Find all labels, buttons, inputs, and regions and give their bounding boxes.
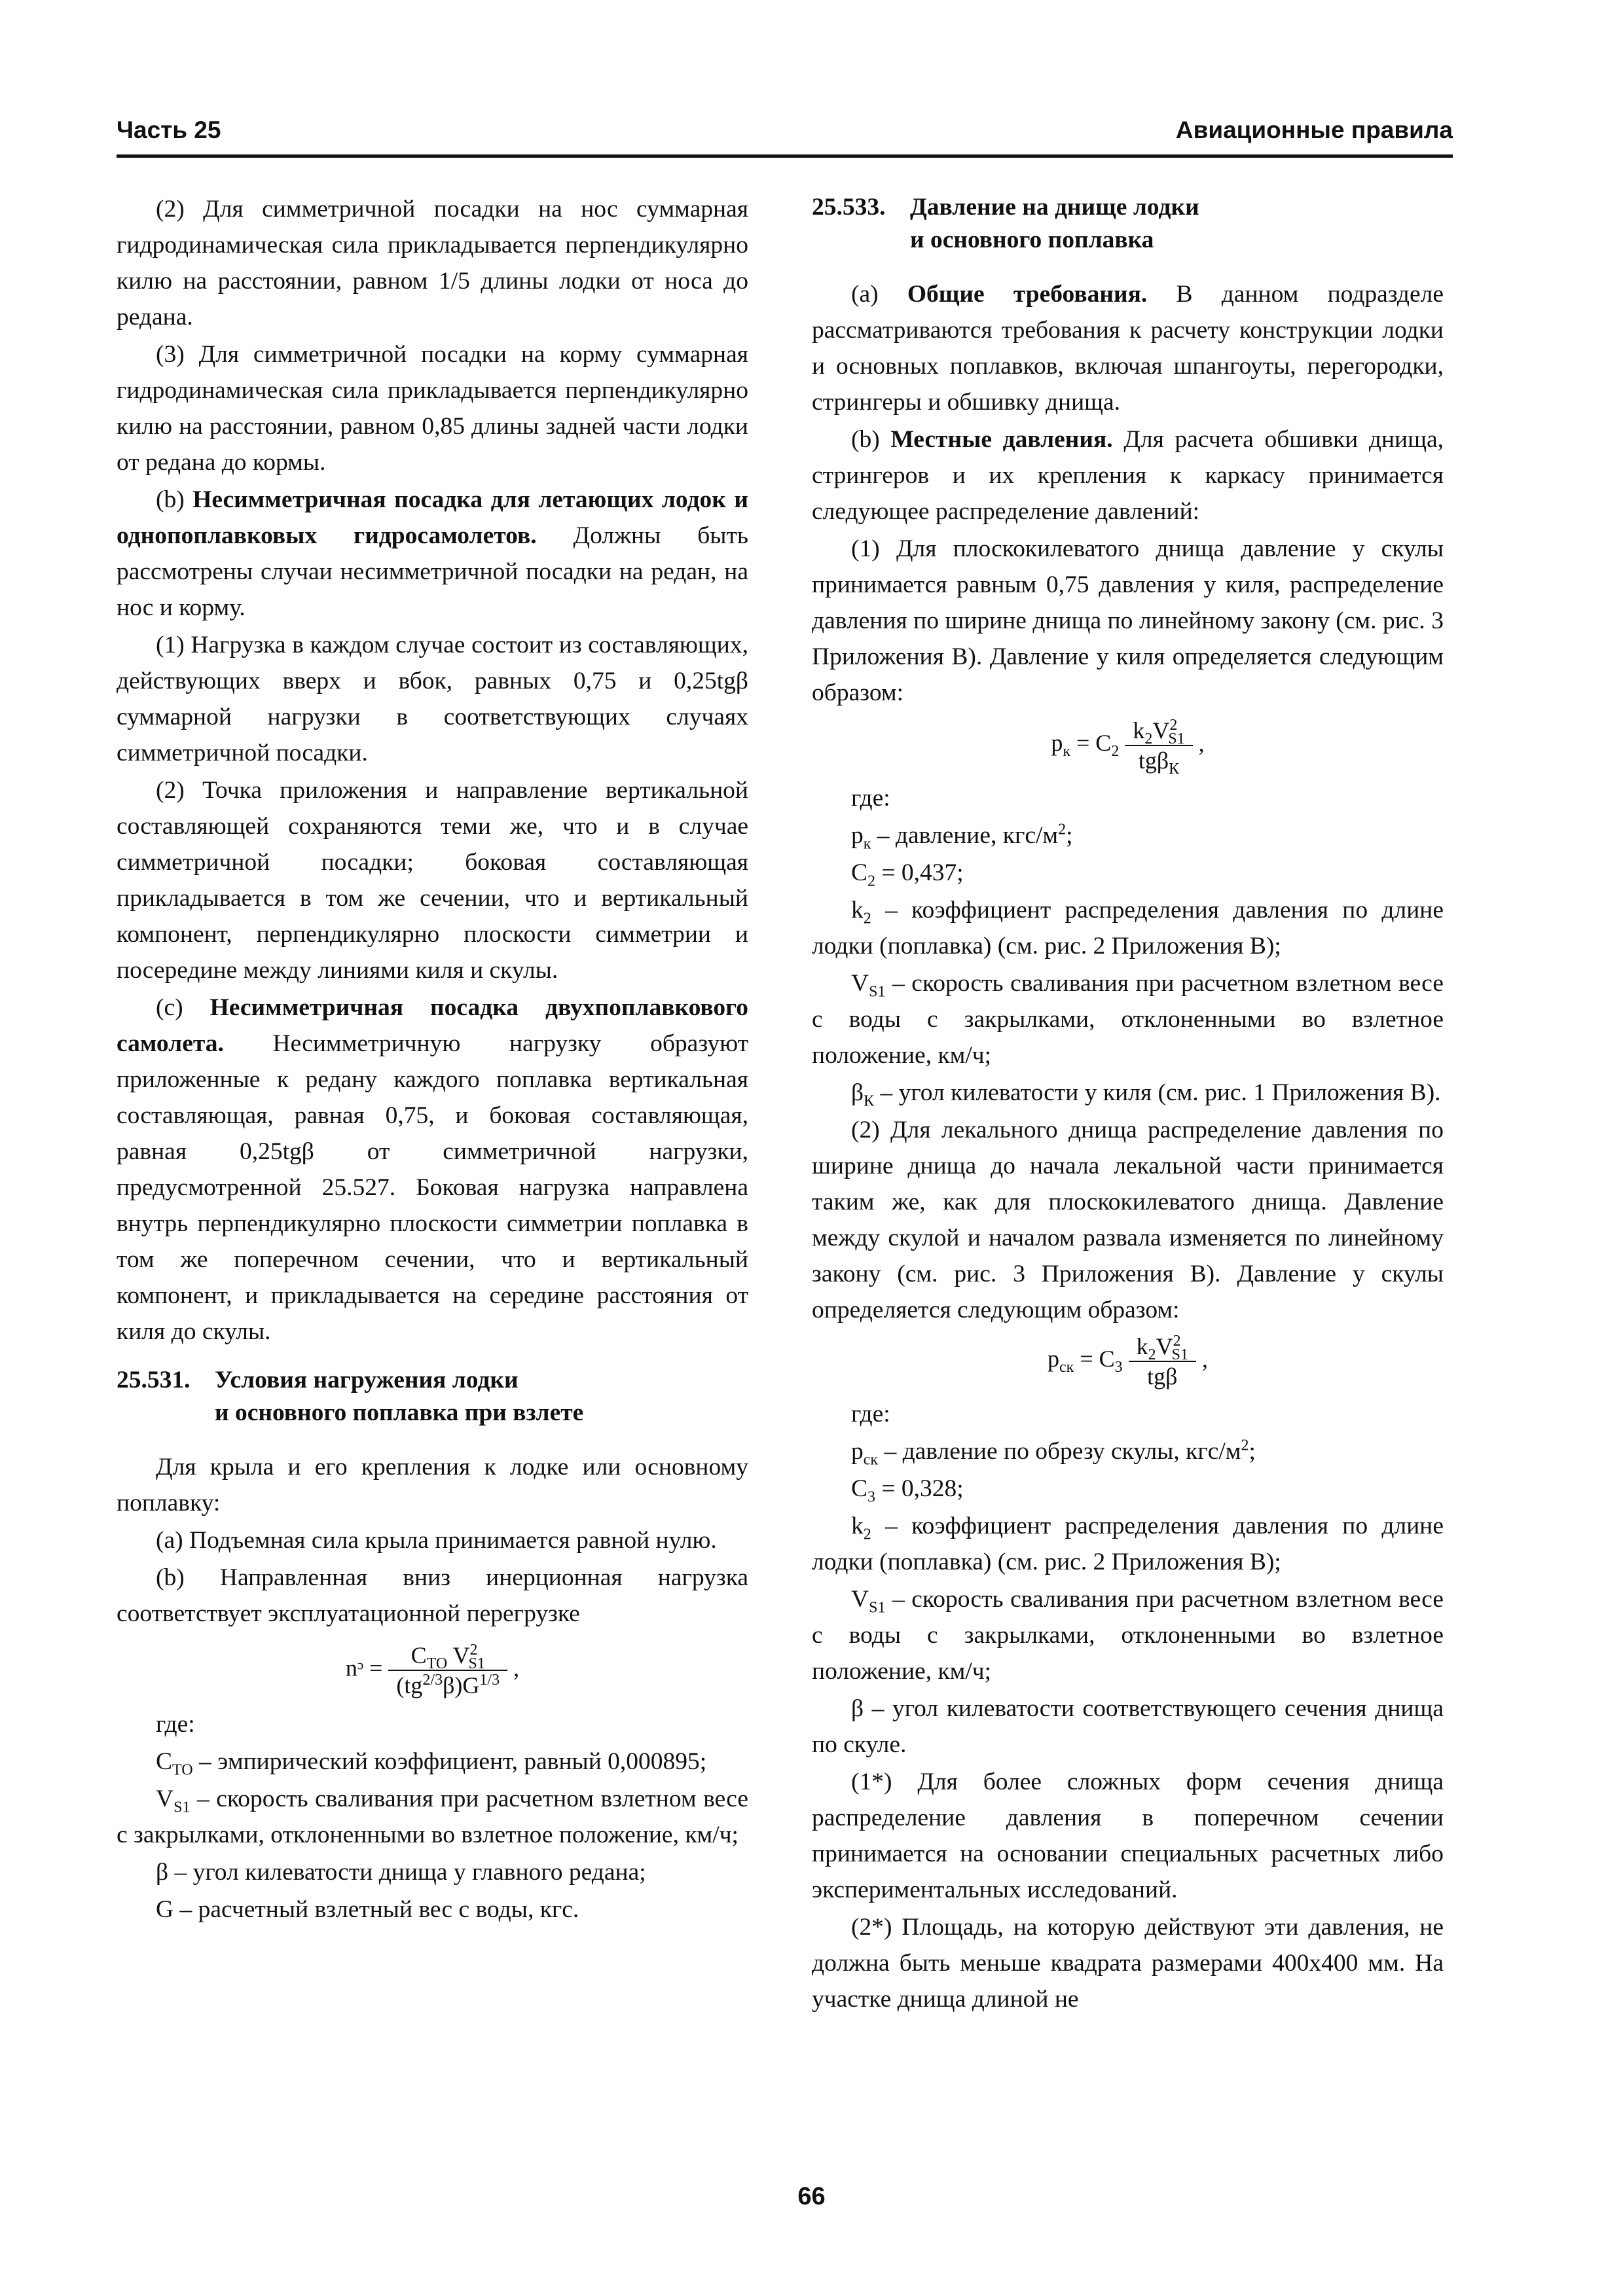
formula-denominator: $(tg^{2/3}\beta)G^{1/3}$ (396, 1672, 500, 1698)
paragraph: (a) Подъемная сила крыла принимается равной нулю. (156, 1527, 717, 1554)
running-header (117, 111, 1453, 154)
paragraph: (1*) Для более сложных форм сечения днища распределение давления в поперечном сечении принимается на основании специальных расчетных либо экспериментальных исследований. (812, 1768, 1444, 1903)
definition: $k_2$ – коэффициент распределения давления по длине лодки (поплавка) (см. рис. 2 Приложения В); (812, 1513, 1444, 1575)
clause-title: Местные давления. (890, 426, 1113, 453)
page-number: 66 (797, 2183, 826, 2210)
where-label: где: (851, 785, 890, 812)
paragraph: Для крыла и его крепления к лодке или основному поплавку: (117, 1454, 748, 1516)
formula-denominator: tgβ$_К$ (1138, 747, 1180, 778)
definition: $C_{TO}$ – эмпирический коэффициент, равный 0,000895; (156, 1748, 707, 1779)
formula-denominator: tgβ (1147, 1363, 1178, 1390)
where-label: где: (851, 1401, 890, 1427)
paragraph: (a) Общие требования. В данном подразделе рассматриваются требования к расчету конструкции лодки и основных поплавков, включая шпангоуты, перегородки, стрингеры и обшивку днища. (812, 281, 1444, 416)
section-heading-25-531: 25.531. Условия нагружения лодки и основного поплавка при взлете (117, 1367, 584, 1426)
section-heading-25-533: 25.533. Давление на днище лодки и основного поплавка (812, 194, 1199, 253)
formula-numerator: $C_{TO}$ $V^2_{S1}$ (388, 1641, 507, 1671)
where-label: где: (156, 1711, 195, 1738)
formula-lhs: nᵓ = (345, 1655, 383, 1681)
definition: G – расчетный взлетный вес с воды, кгс. (156, 1896, 579, 1923)
paragraph: (3) Для симметричной посадки на корму суммарная гидродинамическая сила прикладывается перпендикулярно килю на расстоянии, равном 0,85 длины задней части лодки от редана до кормы. (117, 341, 748, 476)
definition: $\beta_К$ – угол килеватости у киля (см. рис. 1 Приложения В). (851, 1079, 1441, 1110)
formula-keel-pressure: $p_к = C_2$ $\frac{k_2V^2_{S1}}{tg\beta_К}$ , (1051, 717, 1205, 778)
paragraph: (c) Несимметричная посадка двухпоплавкового самолета. Несимметричную нагрузку образуют приложенные к редану каждого поплавка вертикальная составляющая, равная 0,75, и боковая составляющая, равная 0,25tgβ от симметричной нагрузки, предусмотренной 25.527. Боковая нагрузка направлена внутрь перпендикулярно плоскости симметрии поплавка в том же поперечном сечении, что и вертикальный компонент, и прикладывается на середине расстояния от киля до скулы. (117, 994, 748, 1345)
header-part: Часть 25 (117, 117, 221, 143)
formula-numerator: $k_2V^2_{S1}$ (1129, 1332, 1196, 1362)
formula-chine-pressure: $p_{ск} = C_3$ $\frac{k_2V^2_{S1}}{\text{tgβ}}$ , (1048, 1333, 1208, 1390)
paragraph: (1) Нагрузка в каждом случае состоит из составляющих, действующих вверх и вбок, равных 0,75 и 0,25tgβ суммарной нагрузки в соответствующих случаях симметричной посадки. (117, 632, 748, 766)
paragraph: (b) Местные давления. Для расчета обшивки днища, стрингеров и их крепления к каркасу принимается следующее распределение давлений: (812, 426, 1444, 525)
definition: $p_к$ – давление, кгс/$м^2$; (851, 821, 1073, 853)
definition: $C_3 = 0,328$; (851, 1475, 964, 1506)
header-rule (117, 154, 1453, 158)
right-column (812, 191, 1444, 2018)
formula-numerator: $k_2V^2_{S1}$ (1125, 716, 1192, 746)
definition: $V_{S1}$ – скорость сваливания при расчетном взлетном весе с закрылками, отклоненными во взлетное положение, км/ч; (117, 1785, 748, 1848)
paragraph: (b) Несимметричная посадка для летающих лодок и однопоплавковых гидросамолетов. Должны быть рассмотрены случаи несимметричной посадки на редан, на нос и корму. (117, 486, 748, 621)
clause-title: Несимметричная посадка двухпоплавкового самолета. (117, 994, 748, 1057)
left-column (117, 191, 748, 1929)
definition: $C_2 = 0,437$; (851, 859, 964, 890)
definition: $V_{S1}$ – скорость сваливания при расчетном взлетном весе с воды с закрылками, отклоненными во взлетное положение, км/ч; (812, 970, 1444, 1069)
definition: $p_{ск}$ – давление по обрезу скулы, кгс/$м^2$; (851, 1437, 1256, 1469)
clause-title: Несимметричная посадка для летающих лодок и однопоплавковых гидросамолетов. (117, 486, 748, 549)
paragraph: (2) Для симметричной посадки на нос суммарная гидродинамическая сила прикладывается перпендикулярно килю на расстоянии, равном 1/5 длины лодки от носа до редана. (117, 196, 748, 331)
paragraph: (2) Точка приложения и направление вертикальной составляющей сохраняются теми же, что и в случае симметричной посадки; боковая составляющая прикладывается в том же сечении, что и вертикальный компонент, перпендикулярно плоскости симметрии и посередине между линиями киля и скулы. (117, 777, 748, 984)
definition: $k_2$ – коэффициент распределения давления по длине лодки (поплавка) (см. рис. 2 Приложения В); (812, 897, 1444, 960)
definition: $V_{S1}$ – скорость сваливания при расчетном взлетном весе с воды с закрылками, отклоненными во взлетное положение, км/ч; (812, 1586, 1444, 1685)
definition: β – угол килеватости соответствующего сечения днища по скуле. (812, 1695, 1444, 1758)
paragraph: (2*) Площадь, на которую действуют эти давления, не должна быть меньше квадрата размерами 400x400 мм. На участке днища длиной не (812, 1914, 1444, 2013)
formula-load-factor: nᵓ = $\frac{C_{TO} V^2_{S1}}{(tg^{2/3}\beta)G^{1/3}}$ , (345, 1641, 520, 1698)
definition: β – угол килеватости днища у главного редана; (156, 1859, 646, 1886)
paragraph: (2) Для лекального днища распределение давления по ширине днища до начала лекальной части принимается таким же, как для плоскокилеватого днища. Давление между скулой и началом развала изменяется по линейному закону (см. рис. 3 Приложения В). Давление у скулы определяется следующим образом: (812, 1117, 1444, 1323)
header-title: Авиационные правила (1175, 117, 1453, 143)
paragraph: (1) Для плоскокилеватого днища давление у скулы принимается равным 0,75 давления у киля, распределение давления по ширине днища по линейному закону (см. рис. 3 Приложения В). Давление у киля определяется следующим образом: (812, 535, 1444, 706)
clause-title: Общие требования. (907, 281, 1148, 308)
paragraph: (b) Направленная вниз инерционная нагрузка соответствует эксплуатационной перегрузке (117, 1564, 748, 1627)
